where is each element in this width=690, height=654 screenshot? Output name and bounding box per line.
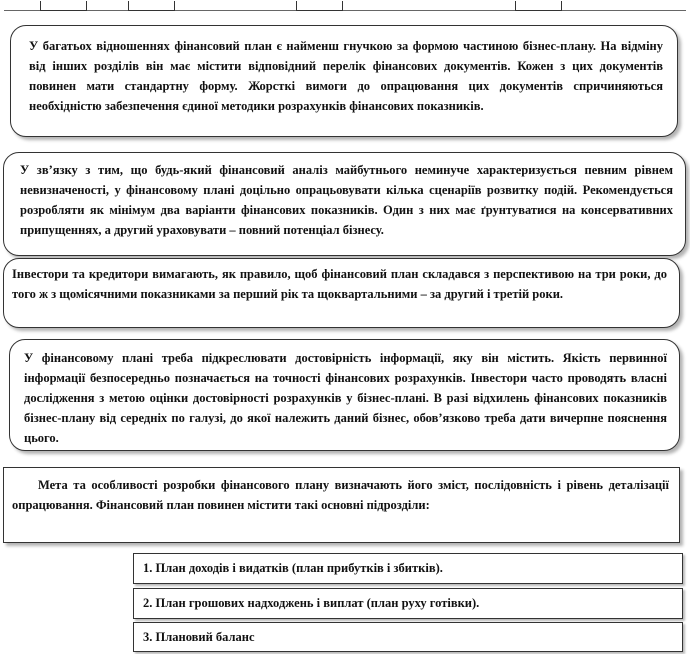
subsection-item: 1. План доходів і видатків (план прибутків і збитків). [133,553,683,584]
info-block-reliability: У фінансовому плані треба підкреслювати достовірність інформації, яку він містить. Якість первинної інформації безпосередньо позначається на точності фінансових розрахунків. Інвестори часто проводять власні дослідження з метою оцінки достовірності розрахунків у бізнес-плані. В разі відхилень фінансових показників бізнес-плану від середніх по галузі, до якої належить даний бізнес, обов’язково треба дати вичерпне пояснення цього. [9,339,680,451]
top-tab-strip [0,0,690,16]
info-block-flexibility: У багатьох відношеннях фінансовий план є найменш гнучкою за формою частиною бізнес-плану. На відміну від інших розділів він має містити відповідний перелік фінансових документів. Кожен з цих документів повинен мати стандартну форму. Жорсткі вимоги до опрацювання цих документів спричиняються необхідністю забезпечення єдиної методики розрахунків фінансових показників. [10,25,678,137]
top-tab [128,1,175,11]
tab-connector [4,10,686,11]
top-tab [40,1,87,11]
info-block-horizon: Інвестори та кредитори вимагають, як правило, щоб фінансовий план складався з перспективою на три роки, до того ж з щомісячними показниками за перший рік та щоквартальними – за другий і третій роки. [3,258,680,328]
subsection-item: 2. План грошових надходжень і виплат (план руху готівки). [133,588,683,619]
info-block-scenarios: У зв’язку з тим, що будь-який фінансовий аналіз майбутнього неминуче характеризується певним рівнем невизначеності, у фінансовому плані доцільно опрацьовувати кілька сценаріїв розвитку подій. Рекомендується розробляти як мінімум два варіанти фінансових показників. Один з них має ґрунтуватися на консервативних припущеннях, а другий ураховувати – повний потенціал бізнесу. [3,152,686,256]
sections-intro: Мета та особливості розробки фінансового плану визначають його зміст, послідовність і рівень деталізації опрацювання. Фінансовий план повинен містити такі основні підрозділи: [3,467,680,543]
top-tab [515,1,562,11]
top-tab [296,1,343,11]
subsection-item: 3. Плановий баланс [133,622,683,652]
